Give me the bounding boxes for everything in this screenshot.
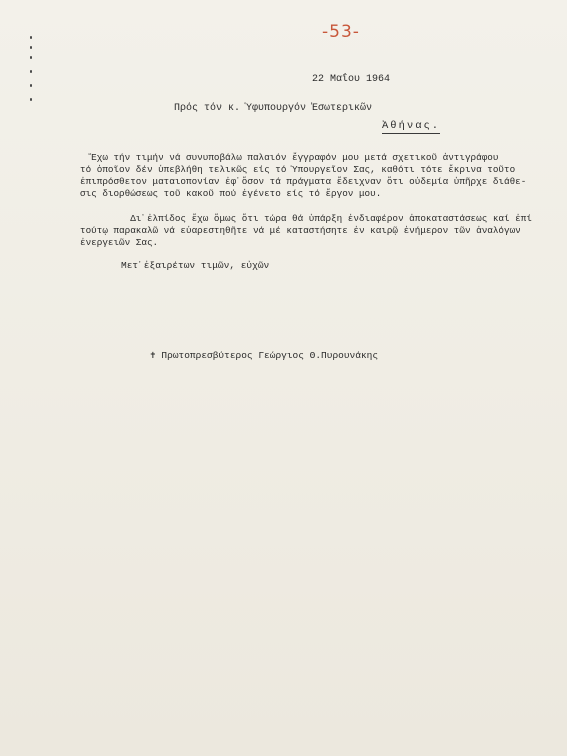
paragraph-line: Δι᾽ἐλπίδος ἔχω ὅμως ὅτι τώρα θά ὑπάρξη ἐνδιαφέρον ἀποκαταστάσεως καί ἐπί — [80, 213, 532, 224]
paragraph-line: ἐπιπρόσθετον ματαιοπονίαν ἐφ᾽ὅσον τά πράγματα ἔδειχναν ὅτι οὐδεμία ὑπῆρχε διάθε- — [80, 176, 527, 187]
recipient-line: Πρός τόν κ. Ὑφυπουργόν Ἐσωτερικῶν — [174, 103, 373, 114]
paragraph-line: Ἔχω τήν τιμήν νά συνυποβάλω παλαιόν ἔγγραφόν μου μετά σχετικοῦ ἀντιγράφου — [80, 152, 499, 163]
letter-date: 22 Μαΐου 1964 — [312, 74, 391, 85]
paragraph-line: σις διορθώσεως τοῦ κακοῦ πού ἐγένετο είς τό ἔργον μου. — [80, 188, 382, 199]
body-paragraph-2 — [80, 213, 550, 249]
paragraph-line: τούτῳ παρακαλῶ νά εὐαρεστηθῆτε νά μέ καταστήσητε ἐν καιρῷ ἐνήμερον τῶν ἀναλόγων — [80, 225, 521, 236]
recipient-city: Ἀθήνας. — [382, 120, 441, 132]
signature-line: ✝ Πρωτοπρεσβύτερος Γεώργιος Θ.Πυρουνάκης — [150, 350, 379, 361]
body-paragraph-1 — [80, 152, 550, 200]
page-number: -53- — [322, 22, 360, 42]
binder-hole-marks — [28, 36, 36, 106]
paragraph-line: τό ὁποῖον δέν ὑπεβλήθη τελικῶς είς τό Ὑπουργεῖον Σας, καθότι τότε ἔκρινα τοῦτο — [80, 164, 516, 175]
closing-salutation: Μετ᾽ἐξαιρέτων τιμῶν, εὐχῶν — [121, 260, 270, 271]
paragraph-line: ἐνεργειῶν Σας. — [80, 237, 159, 248]
